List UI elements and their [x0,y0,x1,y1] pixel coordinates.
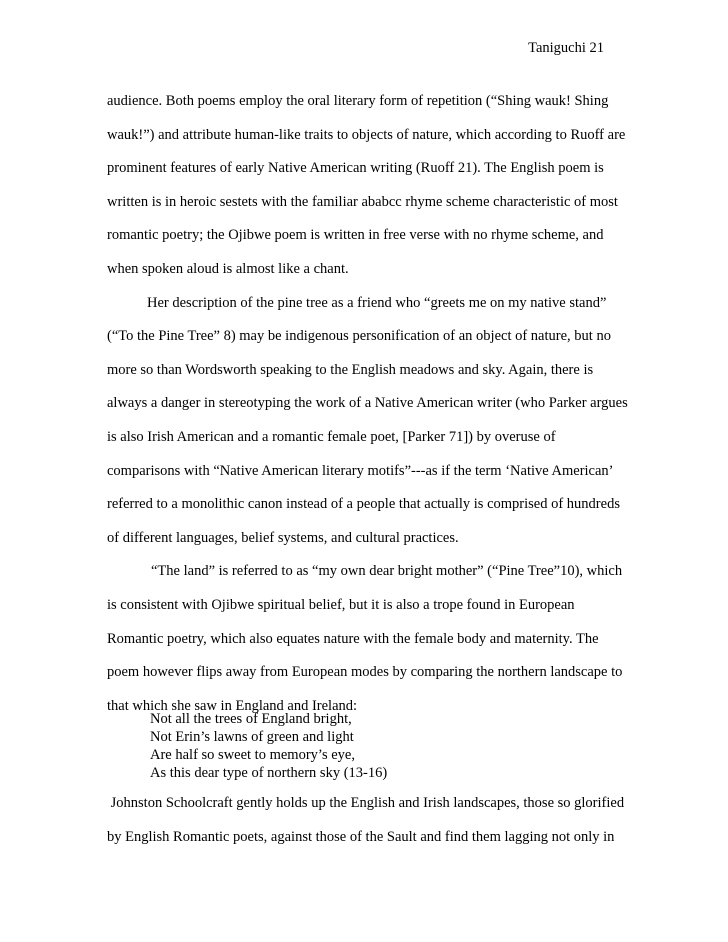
text-line: is also Irish American and a romantic female poet, [Parker 71]) by overuse of [107,428,556,445]
quote-line: Not Erin’s lawns of green and light [150,729,354,745]
text-line: written is in heroic sestets with the familiar ababcc rhyme scheme characteristic of most [107,193,618,210]
text-line: “The land” is referred to as “my own dear bright mother” (“Pine Tree”10), which [151,563,623,580]
text-line: audience. Both poems employ the oral literary form of repetition (“Shing wauk! Shing [107,93,609,109]
text-line: prominent features of early Native American writing (Ruoff 21). The English poem is [107,160,604,177]
body-text-bottom [107,787,627,854]
text-line: comparisons with “Native American literary motifs”---as if the term ‘Native American’ [107,462,614,479]
block-quote [150,710,387,782]
text-line: when spoken aloud is almost like a chant. [107,260,349,277]
text-line: that which she saw in England and Ireland: [107,697,358,714]
body-text-top [107,85,627,723]
text-line: poem however flips away from European modes by comparing the northern landscape to [107,664,623,681]
text-line: Johnston Schoolcraft gently holds up the English and Irish landscapes, those so glorified [107,795,625,811]
text-line: referred to a monolithic canon instead of a people that actually is comprised of hundreds [107,496,620,513]
quote-line: As this dear type of northern sky (13-16) [150,765,388,781]
text-line: wauk!”) and attribute human-like traits to objects of nature, which according to Ruoff are [107,126,626,143]
text-line: of different languages, belief systems, and cultural practices. [107,529,459,546]
text-line: always a danger in stereotyping the work of a Native American writer (who Parker argues [107,395,628,412]
text-line: Romantic poetry, which also equates nature with the female body and maternity. The [107,630,599,647]
quote-line: Not all the trees of England bright, [150,711,352,727]
text-line: is consistent with Ojibwe spiritual belief, but it is also a trope found in European [107,596,575,613]
text-line: by English Romantic poets, against those of the Sault and find them lagging not only in [107,828,615,845]
running-head: Taniguchi 21 [528,40,604,56]
text-line: more so than Wordsworth speaking to the English meadows and sky. Again, there is [107,361,594,378]
quote-line: Are half so sweet to memory’s eye, [150,747,355,763]
text-line: Her description of the pine tree as a friend who “greets me on my native stand” [147,294,607,311]
text-line: (“To the Pine Tree” 8) may be indigenous personification of an object of nature, but no [107,328,611,345]
text-line: romantic poetry; the Ojibwe poem is written in free verse with no rhyme scheme, and [107,227,604,244]
